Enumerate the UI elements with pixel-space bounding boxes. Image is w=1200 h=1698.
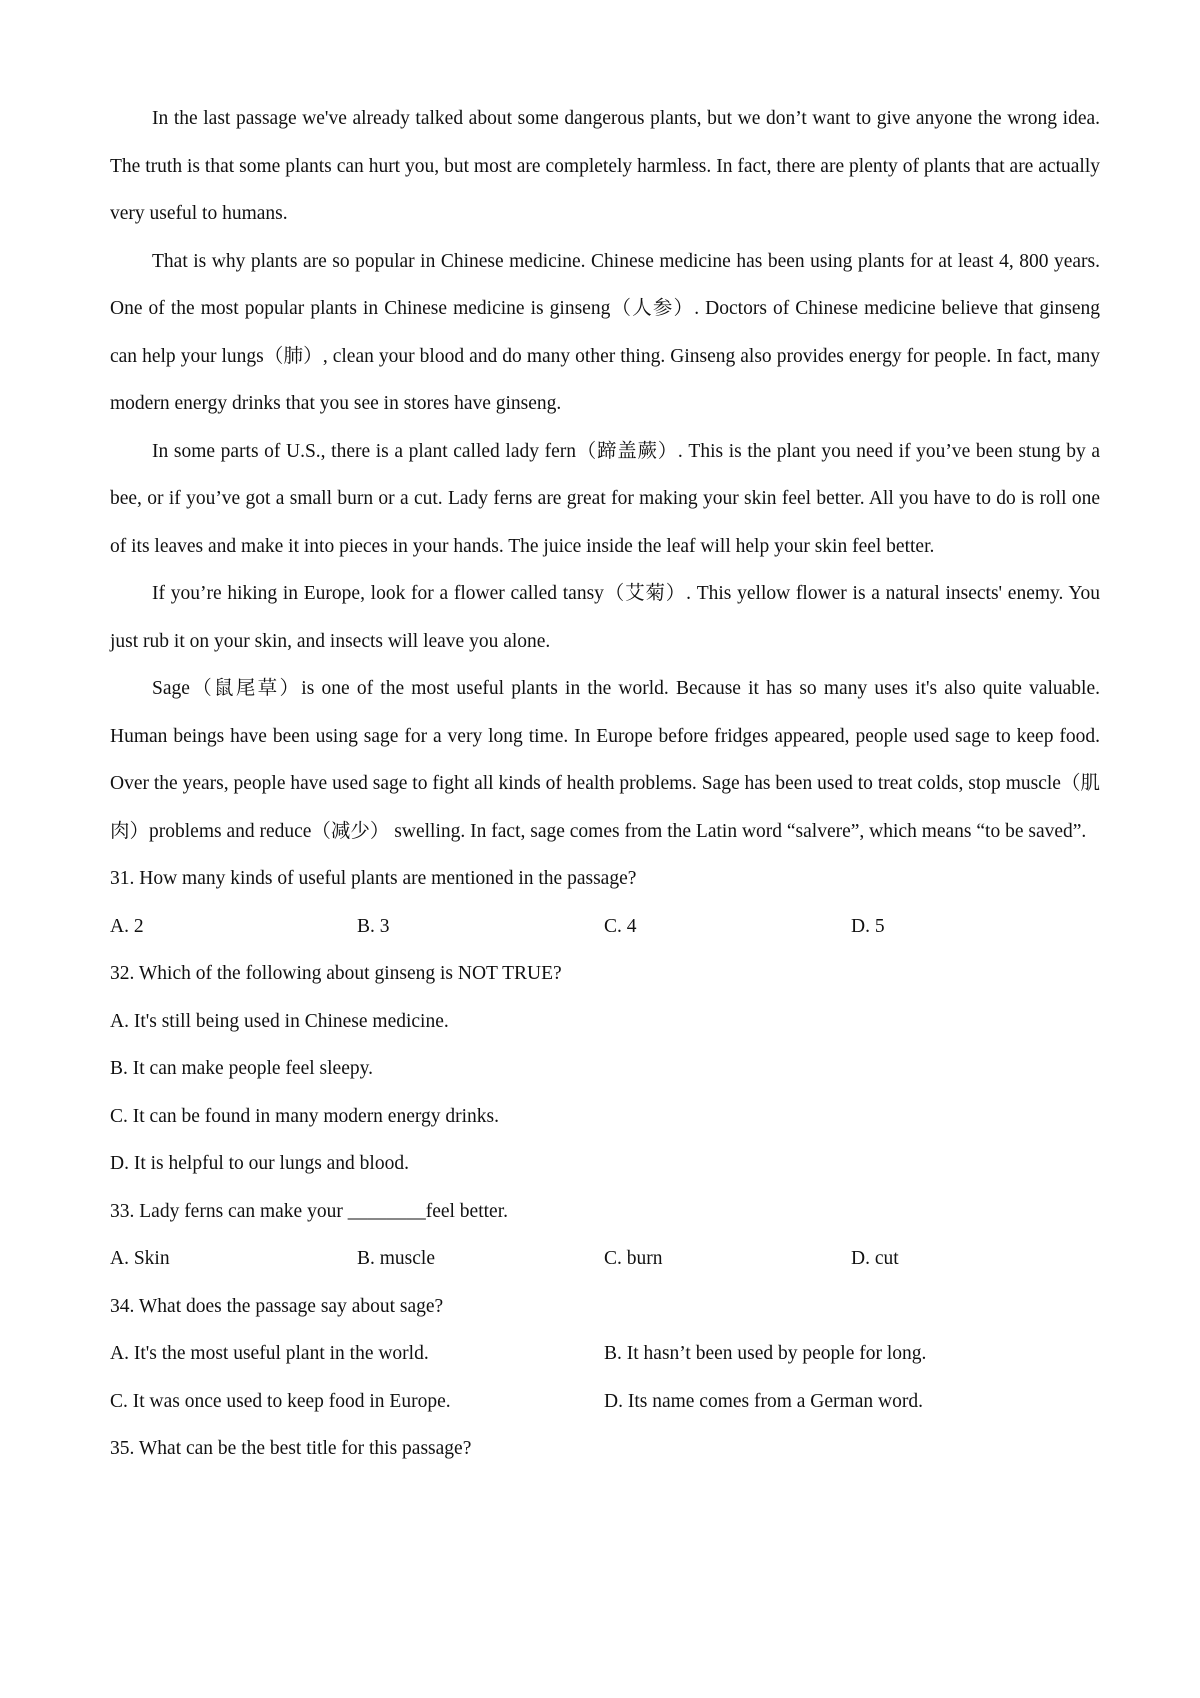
question-31-option-c: C. 4 bbox=[604, 915, 637, 937]
question-32-option-a: A. It's still being used in Chinese medicine. bbox=[110, 1010, 449, 1032]
question-32-option-b: B. It can make people feel sleepy. bbox=[110, 1058, 373, 1079]
document-page bbox=[110, 95, 1100, 1473]
question-33-option-d: D. cut bbox=[851, 1248, 899, 1269]
question-31-option-a: A. 2 bbox=[110, 915, 144, 937]
question-33-option-b: B. muscle bbox=[357, 1248, 435, 1269]
question-32-stem: 32. Which of the following about ginseng is NOT TRUE? bbox=[110, 963, 562, 984]
passage-paragraph-2: That is why plants are so popular in Chinese medicine. Chinese medicine has been using plants for at least 4, 800 years. One of the most popular plants in Chinese medicine is ginseng（人参）. Doctors of Chinese medicine believe that ginseng can help your lungs（肺）, clean your blood and do many other thing. Ginseng also provides energy for people. In fact, many modern energy drinks that you see in stores have ginseng. bbox=[110, 250, 1100, 414]
question-31-stem: 31. How many kinds of useful plants are mentioned in the passage? bbox=[110, 868, 637, 889]
question-34-option-a: A. It's the most useful plant in the world. bbox=[110, 1343, 429, 1364]
question-33-options bbox=[110, 1235, 1100, 1283]
question-31-options bbox=[110, 903, 1100, 951]
question-31-option-d: D. 5 bbox=[851, 915, 885, 937]
question-34-option-c: C. It was once used to keep food in Europe. bbox=[110, 1390, 451, 1412]
question-33-option-a: A. Skin bbox=[110, 1248, 170, 1269]
passage-paragraph-3: In some parts of U.S., there is a plant called lady fern（蹄盖蕨）. This is the plant you need if you’ve been stung by a bee, or if you’ve got a small burn or a cut. Lady ferns are great for making your skin feel better. All you have to do is roll one of its leaves and make it into pieces in your hands. The juice inside the leaf will help your skin feel better. bbox=[110, 440, 1100, 557]
question-34-options-row-2 bbox=[110, 1378, 1100, 1426]
passage-paragraph-4: If you’re hiking in Europe, look for a flower called tansy（艾菊）. This yellow flower is a natural insects' enemy. You just rub it on your skin, and insects will leave you alone. bbox=[110, 583, 1100, 652]
passage-paragraph-5: Sage（鼠尾草）is one of the most useful plants in the world. Because it has so many uses it's also quite valuable. Human beings have been using sage for a very long time. In Europe before fridges appeared, people used sage to keep food. Over the years, people have used sage to fight all kinds of health problems. Sage has been used to treat colds, stop muscle（肌肉）problems and reduce（减少） swelling. In fact, sage comes from the Latin word “salvere”, which means “to be saved”. bbox=[110, 678, 1100, 842]
question-34-option-d: D. Its name comes from a German word. bbox=[604, 1390, 923, 1412]
question-33-option-c: C. burn bbox=[604, 1248, 663, 1269]
question-34-stem: 34. What does the passage say about sage? bbox=[110, 1295, 444, 1317]
passage-paragraph-1: In the last passage we've already talked about some dangerous plants, but we don’t want to give anyone the wrong idea. The truth is that some plants can hurt you, but most are completely harmless. In fact, there are plenty of plants that are actually very useful to humans. bbox=[110, 108, 1100, 224]
question-32-option-d: D. It is helpful to our lungs and blood. bbox=[110, 1153, 409, 1174]
question-33-stem: 33. Lady ferns can make your ________feel better. bbox=[110, 1200, 508, 1222]
question-35-stem: 35. What can be the best title for this passage? bbox=[110, 1438, 472, 1459]
question-34-options-row-1 bbox=[110, 1330, 1100, 1378]
question-32-option-c: C. It can be found in many modern energy drinks. bbox=[110, 1105, 500, 1127]
question-34-option-b: B. It hasn’t been used by people for long. bbox=[604, 1343, 927, 1364]
question-31-option-b: B. 3 bbox=[357, 915, 390, 937]
